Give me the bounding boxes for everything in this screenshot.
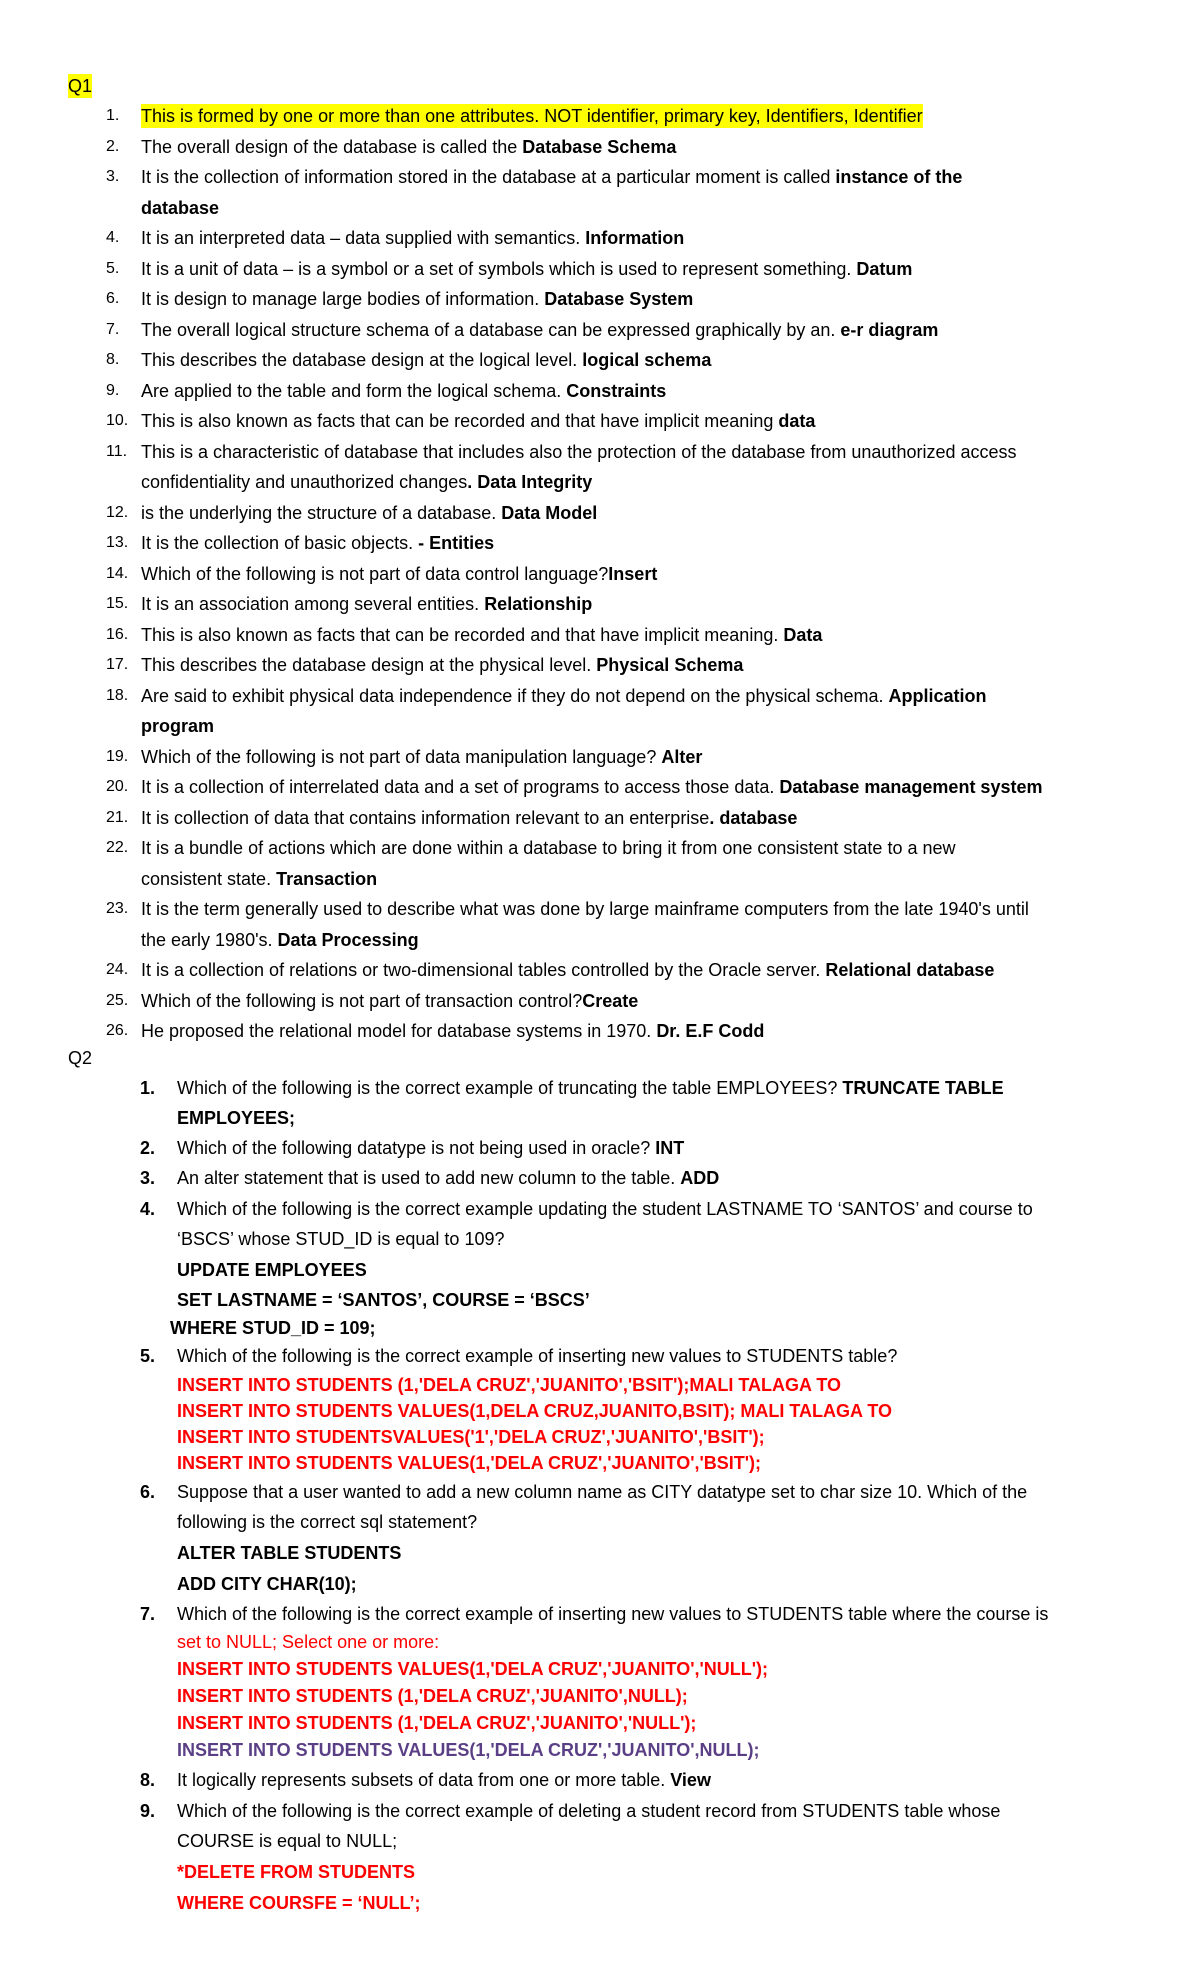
q2-item-number: 7. <box>140 1604 156 1624</box>
question-text: It is a collection of relations or two-dimensional tables controlled by the Oracle server. <box>141 960 826 980</box>
sql-option-wrong: INSERT INTO STUDENTS VALUES(1,'DELA CRUZ','JUANITO','BSIT'); <box>177 1453 762 1473</box>
q1-item-18 <box>141 684 987 708</box>
question-text: The overall logical structure schema of a database can be expressed graphically by an. <box>141 320 841 340</box>
q1-item-number: 8. <box>106 351 120 368</box>
q2-item-1 <box>177 1076 1004 1100</box>
sql-option-wrong: INSERT INTO STUDENTS (1,'DELA CRUZ','JUANITO','BSIT');MALI TALAGA TO <box>177 1375 842 1395</box>
question-text: is the underlying the structure of a database. <box>141 503 502 523</box>
question-text: This is a characteristic of database that includes also the protection of the database from unauthorized access <box>141 442 1017 462</box>
q1-item-26 <box>141 1019 764 1043</box>
answer-text: e-r diagram <box>840 320 939 340</box>
q2-item-4: Which of the following is the correct example updating the student LASTNAME TO ‘SANTOS’ and course to <box>177 1199 1033 1219</box>
question-text: This describes the database design at the logical level. <box>141 350 583 370</box>
q1-item-18-cont <box>141 714 214 738</box>
q1-item-5 <box>141 257 912 281</box>
answer-text: Application <box>888 686 987 706</box>
q2-item-number: 8. <box>140 1770 156 1790</box>
q2-item-7-cont: set to NULL; Select one or more: <box>177 1632 440 1652</box>
q1-item-13 <box>141 531 494 555</box>
question-text: It is the collection of basic objects. <box>141 533 419 553</box>
question-text: It logically represents subsets of data from one or more table. <box>177 1770 671 1790</box>
q2-item-number: 9. <box>140 1801 156 1821</box>
q1-item-number: 11. <box>106 443 128 460</box>
q2-item-8 <box>177 1768 711 1792</box>
question-text: He proposed the relational model for database systems in 1970. <box>141 1021 657 1041</box>
answer-text: Relational database <box>825 960 995 980</box>
question-text: It is a collection of interrelated data and a set of programs to access those data. <box>141 777 780 797</box>
q1-item-number: 26. <box>106 1022 129 1039</box>
sql-code-line: SET LASTNAME = ‘SANTOS’, COURSE = ‘BSCS’ <box>177 1290 590 1310</box>
q2-item-number: 6. <box>140 1482 156 1502</box>
sql-code-line: ADD CITY CHAR(10); <box>177 1574 357 1594</box>
question-text: the early 1980's. <box>141 930 278 950</box>
answer-text: Data Processing <box>277 930 419 950</box>
q1-item-number: 18. <box>106 687 129 704</box>
q1-item-8 <box>141 348 711 372</box>
question-text: It is an association among several entities. <box>141 594 485 614</box>
q1-item-number: 24. <box>106 961 129 978</box>
answer-text: database <box>141 198 220 218</box>
q1-item-number: 16. <box>106 626 129 643</box>
answer-text: Constraints <box>566 381 667 401</box>
q1-item-24 <box>141 958 994 982</box>
question-text: It is collection of data that contains information relevant to an enterprise <box>141 808 710 828</box>
q1-item-3 <box>141 165 962 189</box>
q1-item-3-cont <box>141 196 219 220</box>
answer-text: Datum <box>856 259 913 279</box>
answer-text: Information <box>585 228 685 248</box>
q1-item-number: 25. <box>106 992 129 1009</box>
answer-text: Data <box>783 625 823 645</box>
q1-item-number: 17. <box>106 656 129 673</box>
answer-text: TRUNCATE TABLE <box>842 1078 1004 1098</box>
q1-item-25 <box>141 989 638 1013</box>
sql-code-line: ALTER TABLE STUDENTS <box>177 1543 402 1563</box>
q1-item-number: 23. <box>106 900 129 917</box>
q1-item-19 <box>141 745 702 769</box>
question-text: This is also known as facts that can be recorded and that have implicit meaning <box>141 411 779 431</box>
question-text: Which of the following is not part of transaction control? <box>141 991 583 1011</box>
q1-item-number: 20. <box>106 778 129 795</box>
answer-text: Data Model <box>501 503 598 523</box>
q1-item-number: 2. <box>106 138 120 155</box>
sql-code-line: UPDATE EMPLOYEES <box>177 1260 367 1280</box>
q1-item-number: 14. <box>106 565 129 582</box>
q1-item-number: 15. <box>106 595 129 612</box>
question-text: confidentiality and unauthorized changes <box>141 472 468 492</box>
question-text: Are applied to the table and form the logical schema. <box>141 381 567 401</box>
question-text: It is a unit of data – is a symbol or a set of symbols which is used to represent something. <box>141 259 857 279</box>
question-text: It is design to manage large bodies of information. <box>141 289 545 309</box>
q1-item-number: 10. <box>106 412 129 429</box>
sql-option-wrong: INSERT INTO STUDENTSVALUES('1','DELA CRUZ','JUANITO','BSIT'); <box>177 1427 765 1447</box>
q1-item-15 <box>141 592 592 616</box>
question-text: An alter statement that is used to add new column to the table. <box>177 1168 681 1188</box>
q1-item-6 <box>141 287 693 311</box>
answer-text: Insert <box>608 564 658 584</box>
answer-text: Create <box>582 991 639 1011</box>
answer-text: - Entities <box>418 533 495 553</box>
answer-text: Physical Schema <box>596 655 744 675</box>
question-text: Which of the following is the correct example of truncating the table EMPLOYEES? <box>177 1078 843 1098</box>
question-text: It is a bundle of actions which are done within a database to bring it from one consistent state to a new <box>141 838 956 858</box>
q2-heading: Q2 <box>68 1048 93 1068</box>
q1-item-11-cont <box>141 470 592 494</box>
question-text: It is the collection of information stored in the database at a particular moment is called <box>141 167 836 187</box>
q1-item-22 <box>141 836 955 860</box>
q1-item-10 <box>141 409 815 433</box>
q1-item-23-cont <box>141 928 419 952</box>
q2-item-4-cont: ‘BSCS’ whose STUD_ID is equal to 109? <box>177 1229 505 1249</box>
q2-item-1-cont <box>177 1106 295 1130</box>
q2-item-3 <box>177 1166 719 1190</box>
answer-text: program <box>141 716 215 736</box>
question-text: The overall design of the database is called the <box>141 137 523 157</box>
answer-text: Database Schema <box>522 137 677 157</box>
sql-option-wrong: INSERT INTO STUDENTS VALUES(1,'DELA CRUZ','JUANITO','NULL'); <box>177 1659 769 1679</box>
answer-text: . database <box>709 808 798 828</box>
answer-text: INT <box>655 1138 685 1158</box>
q1-item-23 <box>141 897 1029 921</box>
q2-item-2 <box>177 1136 684 1160</box>
q2-item-number: 2. <box>140 1138 156 1158</box>
question-text: It is the term generally used to describe what was done by large mainframe computers from the late 1940's until <box>141 899 1029 919</box>
question-text: consistent state. <box>141 869 277 889</box>
q2-item-9-cont: COURSE is equal to NULL; <box>177 1831 398 1851</box>
q1-item-number: 4. <box>106 229 120 246</box>
q2-item-number: 5. <box>140 1346 156 1366</box>
q1-item-14 <box>141 562 657 586</box>
answer-text: data <box>778 411 816 431</box>
q2-item-7: Which of the following is the correct example of inserting new values to STUDENTS table where the course is <box>177 1604 1049 1624</box>
q1-item-number: 3. <box>106 168 120 185</box>
q2-item-6-cont: following is the correct sql statement? <box>177 1512 478 1532</box>
answer-text: Alter <box>661 747 703 767</box>
answer-text: Database management system <box>779 777 1043 797</box>
answer-text: . Data Integrity <box>467 472 593 492</box>
q2-item-6: Suppose that a user wanted to add a new column name as CITY datatype set to char size 10. Which of the <box>177 1482 1028 1502</box>
sql-code-line: WHERE COURSFE = ‘NULL’; <box>177 1893 421 1913</box>
answer-text: Dr. E.F Codd <box>656 1021 765 1041</box>
question-text: This describes the database design at the physical level. <box>141 655 597 675</box>
sql-code-line: *DELETE FROM STUDENTS <box>177 1862 416 1882</box>
q2-item-5: Which of the following is the correct example of inserting new values to STUDENTS table? <box>177 1346 898 1366</box>
question-text: This is also known as facts that can be recorded and that have implicit meaning. <box>141 625 784 645</box>
sql-option-wrong: INSERT INTO STUDENTS (1,'DELA CRUZ','JUANITO','NULL'); <box>177 1713 697 1733</box>
q1-item-number: 9. <box>106 382 120 399</box>
q1-item-number: 22. <box>106 839 129 856</box>
q1-item-number: 1. <box>106 107 120 124</box>
q1-item-9 <box>141 379 666 403</box>
sql-option-wrong: INSERT INTO STUDENTS VALUES(1,DELA CRUZ,JUANITO,BSIT); MALI TALAGA TO <box>177 1401 893 1421</box>
q2-item-number: 4. <box>140 1199 156 1219</box>
question-text: This is formed by one or more than one attributes. NOT identifier, primary key, Identifiers, Identifier <box>141 106 923 126</box>
answer-text: EMPLOYEES; <box>177 1108 296 1128</box>
answer-text: Database System <box>544 289 694 309</box>
q1-item-number: 5. <box>106 260 120 277</box>
answer-text: ADD <box>680 1168 720 1188</box>
q1-item-17 <box>141 653 743 677</box>
q2-item-9: Which of the following is the correct example of deleting a student record from STUDENTS table whose <box>177 1801 1001 1821</box>
q1-heading: Q1 <box>68 76 93 96</box>
q1-item-1 <box>141 104 923 128</box>
q1-item-2 <box>141 135 676 159</box>
sql-code-line: WHERE STUD_ID = 109; <box>170 1318 376 1338</box>
sql-option-wrong: INSERT INTO STUDENTS (1,'DELA CRUZ','JUANITO',NULL); <box>177 1686 688 1706</box>
question-text: Are said to exhibit physical data independence if they do not depend on the physical schema. <box>141 686 889 706</box>
answer-text: Relationship <box>484 594 593 614</box>
q1-item-21 <box>141 806 797 830</box>
q1-item-11 <box>141 440 1017 464</box>
question-text: Which of the following is not part of data manipulation language? <box>141 747 662 767</box>
question-text: It is an interpreted data – data supplied with semantics. <box>141 228 586 248</box>
q1-item-4 <box>141 226 684 250</box>
q1-item-number: 7. <box>106 321 120 338</box>
sql-option-correct: INSERT INTO STUDENTS VALUES(1,'DELA CRUZ','JUANITO',NULL); <box>177 1740 760 1760</box>
question-text: Which of the following is not part of data control language? <box>141 564 609 584</box>
q1-item-16 <box>141 623 822 647</box>
answer-text: View <box>670 1770 711 1790</box>
answer-text: logical schema <box>582 350 712 370</box>
q1-item-number: 13. <box>106 534 129 551</box>
q1-item-12 <box>141 501 597 525</box>
q1-item-20 <box>141 775 1042 799</box>
answer-text: Transaction <box>276 869 378 889</box>
answer-text: instance of the <box>835 167 963 187</box>
q1-item-number: 12. <box>106 504 129 521</box>
q1-item-number: 19. <box>106 748 129 765</box>
q1-item-22-cont <box>141 867 377 891</box>
q1-item-7 <box>141 318 938 342</box>
q1-item-number: 6. <box>106 290 120 307</box>
question-text: Which of the following datatype is not being used in oracle? <box>177 1138 656 1158</box>
q2-item-number: 3. <box>140 1168 156 1188</box>
q2-item-number: 1. <box>140 1078 156 1098</box>
q1-item-number: 21. <box>106 809 129 826</box>
